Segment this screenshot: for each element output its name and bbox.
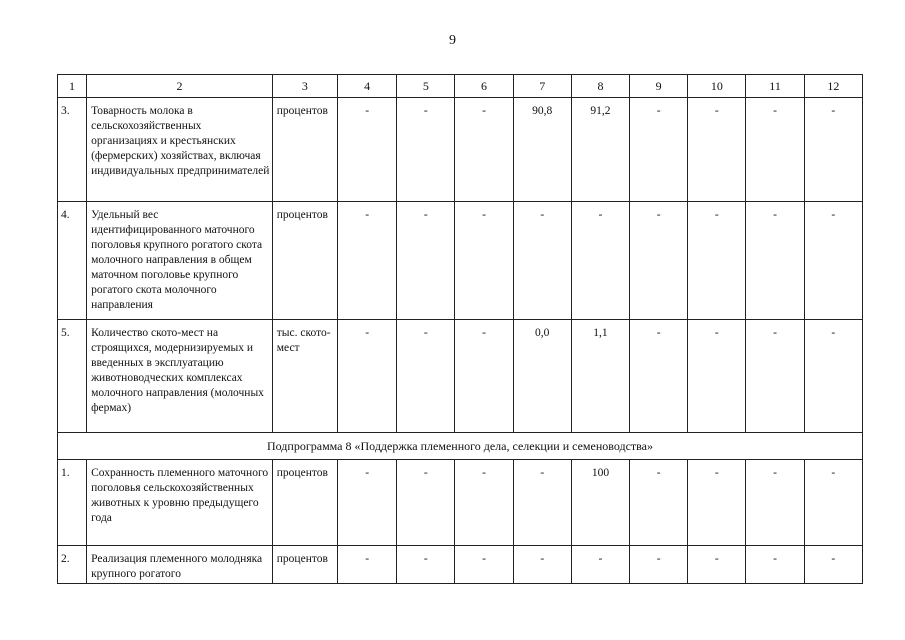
page-number: 9 [449,33,456,48]
value-cell: - [338,98,397,202]
value-cell: - [804,98,862,202]
value-cell: - [630,460,688,546]
table-row [58,202,863,320]
column-header: 1 [58,75,87,98]
unit-cell: процентов [272,460,337,546]
column-header: 10 [688,75,746,98]
value-cell: - [746,202,804,320]
value-cell: - [513,546,571,584]
value-cell: - [688,202,746,320]
column-header: 5 [397,75,455,98]
value-cell: 100 [571,460,629,546]
value-cell: - [455,202,513,320]
value-cell: 1,1 [571,320,629,433]
value-cell: - [338,546,397,584]
column-header: 9 [630,75,688,98]
value-cell: - [804,202,862,320]
indicators-table [57,74,863,584]
unit-cell: процентов [272,98,337,202]
value-cell: - [338,320,397,433]
column-header: 2 [87,75,273,98]
value-cell: - [513,202,571,320]
value-cell: - [397,98,455,202]
value-cell: - [397,460,455,546]
value-cell: - [397,202,455,320]
value-cell: - [630,320,688,433]
value-cell: - [688,98,746,202]
row-number: 5. [58,320,87,433]
column-number-header-row [58,75,863,98]
column-header: 4 [338,75,397,98]
unit-cell: процентов [272,202,337,320]
value-cell: - [338,460,397,546]
value-cell: - [571,546,629,584]
row-number: 1. [58,460,87,546]
value-cell: - [455,460,513,546]
value-cell: - [630,546,688,584]
value-cell: - [630,202,688,320]
table-row [58,98,863,202]
indicator-name: Товарность молока в сельскохозяйственных организациях и крестьянских (фермерских) хозяйствах, включая индивидуальных предпринимателей [87,98,273,202]
value-cell: 90,8 [513,98,571,202]
value-cell: - [455,546,513,584]
column-header: 11 [746,75,804,98]
value-cell: - [455,320,513,433]
column-header: 8 [571,75,629,98]
indicator-name: Удельный вес идентифицированного маточного поголовья крупного рогатого скота молочного направления в общем маточном поголовье крупного рогатого скота молочного направления [87,202,273,320]
value-cell: - [804,460,862,546]
value-cell: - [397,320,455,433]
value-cell: - [746,460,804,546]
value-cell: - [513,460,571,546]
subprogram-title: Подпрограмма 8 «Поддержка племенного дела, селекции и семеноводства» [58,433,863,460]
indicator-name: Сохранность племенного маточного поголовья сельскохозяйственных животных к уровню предыдущего года [87,460,273,546]
column-header: 7 [513,75,571,98]
indicator-name: Реализация племенного молодняка крупного рогатого [87,546,273,584]
value-cell: 91,2 [571,98,629,202]
subprogram-row [58,433,863,460]
value-cell: - [630,98,688,202]
row-number: 3. [58,98,87,202]
value-cell: - [455,98,513,202]
value-cell: 0,0 [513,320,571,433]
value-cell: - [397,546,455,584]
value-cell: - [338,202,397,320]
column-header: 6 [455,75,513,98]
value-cell: - [688,546,746,584]
row-number: 4. [58,202,87,320]
column-header: 12 [804,75,862,98]
value-cell: - [804,546,862,584]
value-cell: - [688,460,746,546]
value-cell: - [746,320,804,433]
unit-cell: процентов [272,546,337,584]
value-cell: - [804,320,862,433]
value-cell: - [571,202,629,320]
value-cell: - [688,320,746,433]
table-row [58,460,863,546]
column-header: 3 [272,75,337,98]
indicator-name: Количество ското-мест на строящихся, модернизируемых и введенных в эксплуатацию животноводческих комплексах молочного направления (молочных фермах) [87,320,273,433]
table-row [58,320,863,433]
value-cell: - [746,546,804,584]
unit-cell: тыс. ското-мест [272,320,337,433]
table-row [58,546,863,584]
value-cell: - [746,98,804,202]
row-number: 2. [58,546,87,584]
